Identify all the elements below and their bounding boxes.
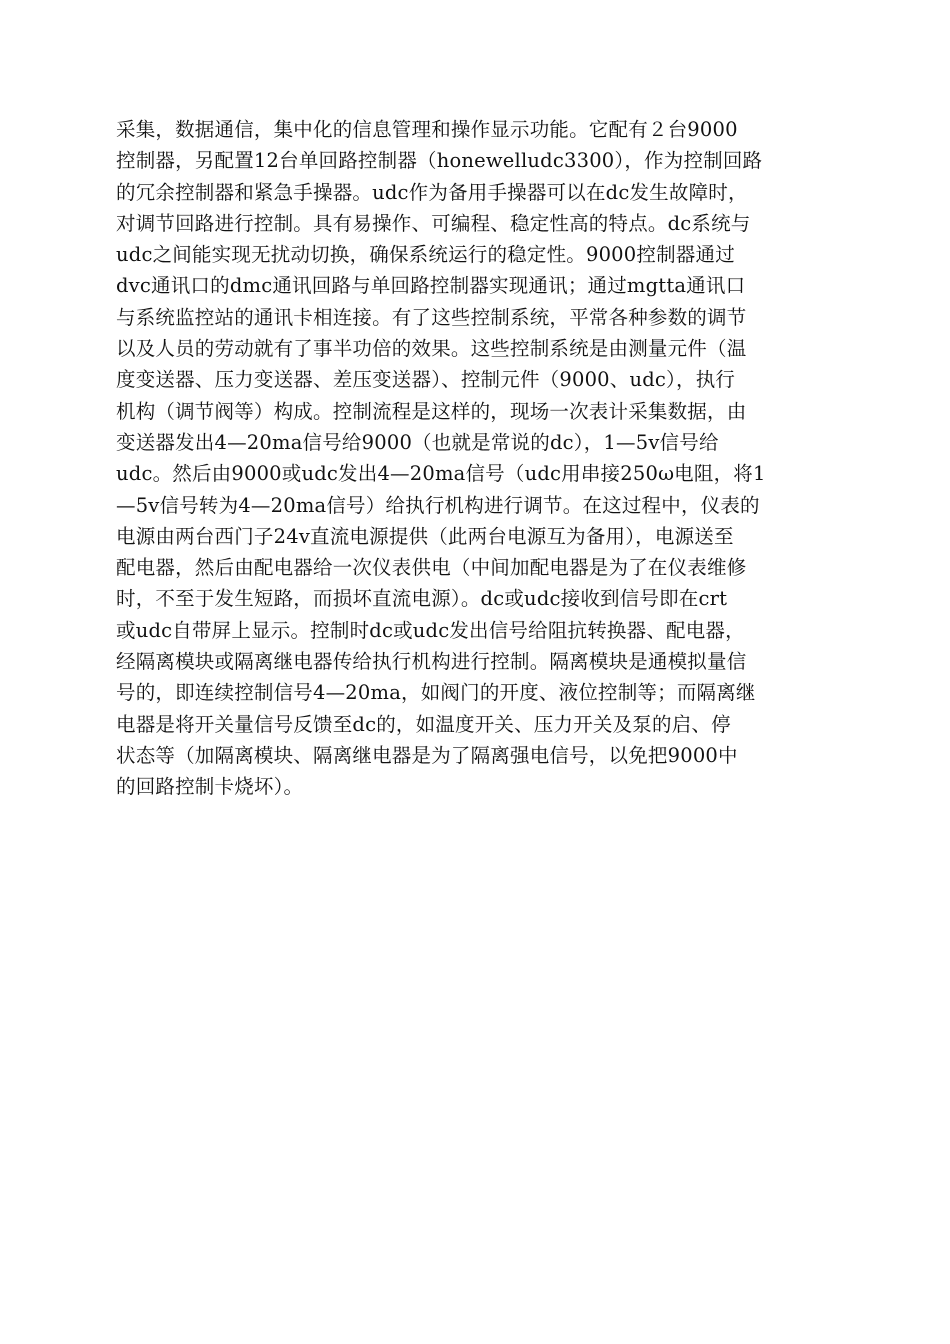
- text-line: —5v信号转为4—20ma信号）给执行机构进行调节。在这过程中，仪表的: [116, 493, 760, 517]
- text-line: 机构（调节阀等）构成。控制流程是这样的，现场一次表计采集数据，由: [116, 399, 747, 423]
- text-line: 度变送器、压力变送器、差压变送器）、控制元件（9000、udc），执行: [116, 368, 736, 392]
- text-line: 控制器，另配置12台单回路控制器（honewelludc3300），作为控制回路: [116, 149, 763, 173]
- text-line: 以及人员的劳动就有了事半功倍的效果。这些控制系统是由测量元件（温: [116, 337, 747, 361]
- text-line: 配电器，然后由配电器给一次仪表供电（中间加配电器是为了在仪表维修: [116, 556, 747, 580]
- text-line: 电器是将开关量信号反馈至dc的，如温度开关、压力开关及泵的启、停: [116, 712, 731, 736]
- text-line: 时，不至于发生短路，而损坏直流电源）。dc或udc接收到信号即在crt: [116, 587, 728, 611]
- text-line: udc。然后由9000或udc发出4—20ma信号（udc用串接250ω电阻，将1: [116, 462, 766, 486]
- text-line: udc之间能实现无扰动切换，确保系统运行的稳定性。9000控制器通过: [116, 243, 735, 267]
- text-line: 状态等（加隔离模块、隔离继电器是为了隔离强电信号，以免把9000中: [116, 743, 738, 767]
- text-line: 电源由两台西门子24v直流电源提供（此两台电源互为备用），电源送至: [116, 524, 734, 548]
- text-line: 与系统监控站的通讯卡相连接。有了这些控制系统，平常各种参数的调节: [116, 305, 747, 329]
- body-paragraph: [116, 114, 846, 803]
- text-line: 采集，数据通信，集中化的信息管理和操作显示功能。它配有２台9000: [116, 118, 738, 141]
- text-line: dvc通讯口的dmc通讯回路与单回路控制器实现通讯；通过mgtta通讯口: [116, 274, 746, 298]
- text-line: 经隔离模块或隔离继电器传给执行机构进行控制。隔离模块是通模拟量信: [116, 650, 747, 674]
- text-line: 的回路控制卡烧坏）。: [116, 775, 304, 799]
- text-line: 的冗余控制器和紧急手操器。udc作为备用手操器可以在dc发生故障时，: [116, 180, 748, 204]
- text-line: 对调节回路进行控制。具有易操作、可编程、稳定性高的特点。dc系统与: [116, 211, 751, 235]
- text-line: 或udc自带屏上显示。控制时dc或udc发出信号给阻抗转换器、配电器，: [116, 618, 745, 642]
- text-line: 号的，即连续控制信号4—20ma，如阀门的开度、液位控制等；而隔离继: [116, 681, 756, 705]
- text-line: 变送器发出4—20ma信号给9000（也就是常说的dc），1—5v信号给: [116, 430, 719, 454]
